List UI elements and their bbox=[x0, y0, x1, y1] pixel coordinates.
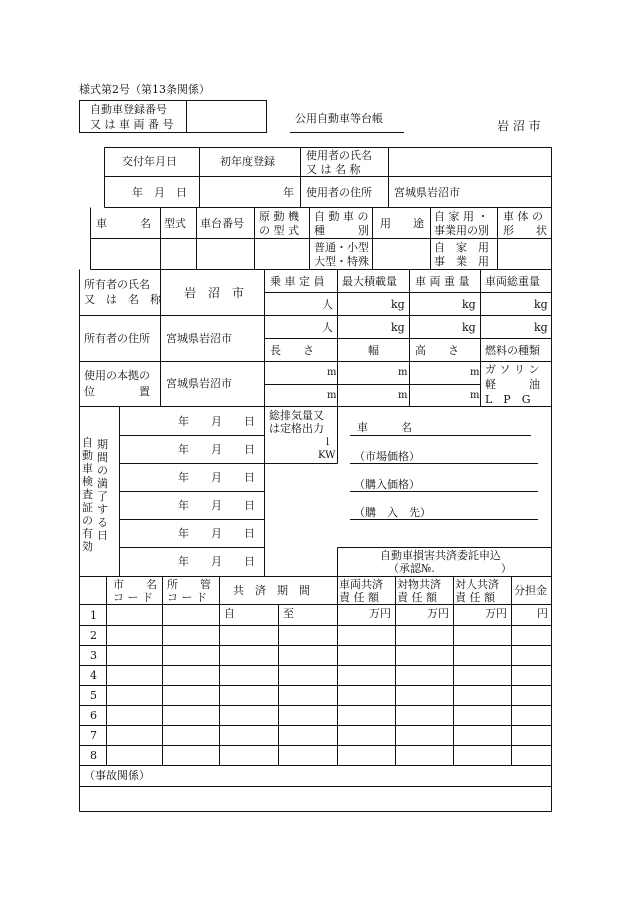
unit-m-6: m bbox=[470, 390, 480, 401]
reg-no-label-2: 又 は 車 両 番 号 bbox=[90, 118, 174, 131]
kind-label-2: 種 別 bbox=[314, 224, 369, 237]
exp-date-3: 年 月 日 bbox=[178, 471, 255, 484]
engine-label-2: の 型 式 bbox=[259, 224, 299, 237]
city-name: 岩 沼 市 bbox=[497, 119, 541, 133]
displacement-label-1: 総排気量又 bbox=[269, 409, 324, 422]
inspection-label-2: 期間の満了する日 bbox=[97, 438, 108, 542]
inspection-label: 自動車検査証の有効 bbox=[82, 436, 93, 553]
property-aid-label-2: 責 任 額 bbox=[397, 591, 437, 604]
period-from: 自 bbox=[224, 607, 235, 620]
unit-kg-3: kg bbox=[534, 298, 548, 311]
first-reg-label: 初年度登録 bbox=[220, 155, 275, 168]
row-number: 8 bbox=[90, 749, 97, 762]
body-label-2: 形 状 bbox=[503, 224, 547, 237]
fuel-label: 燃料の種類 bbox=[485, 344, 540, 357]
share-label: 分担金 bbox=[514, 584, 547, 597]
office-code-label-1: 所 管 bbox=[167, 578, 211, 591]
private-option-2: 事 業 用 bbox=[434, 255, 489, 268]
issue-ymd: 年 月 日 bbox=[132, 186, 187, 199]
exp-date-6: 年 月 日 bbox=[178, 555, 255, 568]
model-label: 型式 bbox=[164, 217, 186, 230]
displacement-label-2: は定格出力 bbox=[269, 422, 324, 435]
vehicle-aid-label-2: 責 任 額 bbox=[339, 591, 379, 604]
user-name-label-1: 使用者の氏名 bbox=[306, 149, 372, 162]
owner-addr-value: 宮城県岩沼市 bbox=[166, 332, 232, 345]
person-aid-label-1: 対人共済 bbox=[455, 578, 499, 591]
private-label-1: 自 家 用 ・ bbox=[434, 210, 489, 223]
owner-name-label-2: 又 は 名 称 bbox=[84, 293, 161, 306]
period-label: 共 済 期 間 bbox=[233, 584, 310, 597]
accident-label: （事故関係） bbox=[84, 769, 150, 782]
base-label-1: 使用の本拠の bbox=[84, 369, 150, 382]
owner-name-value: 岩 沼 市 bbox=[184, 286, 245, 300]
property-aid-unit: 万円 bbox=[427, 607, 449, 620]
capacity-label: 乗 車 定 員 bbox=[270, 275, 325, 288]
row-number: 6 bbox=[90, 709, 97, 722]
unit-kg-1: kg bbox=[391, 298, 405, 311]
exp-date-5: 年 月 日 bbox=[178, 527, 255, 540]
exp-date-1: 年 月 日 bbox=[178, 415, 255, 428]
kind-option-1: 普通・小型 bbox=[314, 241, 369, 254]
displacement-unit-l: l bbox=[326, 437, 330, 448]
person-aid-label-2: 責 任 額 bbox=[455, 591, 495, 604]
owner-name-label-1: 所有者の氏名 bbox=[84, 278, 150, 291]
exp-date-2: 年 月 日 bbox=[178, 443, 255, 456]
vehicle-aid-label-1: 車両共済 bbox=[339, 578, 383, 591]
form-number: 様式第2号（第13条関係） bbox=[79, 83, 210, 96]
car-name-label-2: 車 名 bbox=[357, 421, 412, 434]
row-number: 5 bbox=[90, 689, 97, 702]
unit-m-5: m bbox=[398, 390, 408, 401]
fuel-lpg: L P G bbox=[485, 393, 531, 406]
unit-person-1: 人 bbox=[322, 298, 333, 311]
row-number: 7 bbox=[90, 729, 97, 742]
approval-no: （承認№. ） bbox=[388, 562, 512, 575]
period-to: 至 bbox=[283, 607, 294, 620]
unit-kg-4: kg bbox=[391, 321, 405, 334]
purchase-price-label: （購入価格） bbox=[354, 478, 420, 491]
weight-label: 車 両 重 量 bbox=[415, 275, 470, 288]
mutual-aid-title: 自動車損害共済委託申込 bbox=[380, 549, 501, 562]
row-number: 2 bbox=[90, 629, 97, 642]
owner-addr-label: 所有者の住所 bbox=[84, 332, 150, 345]
engine-label-1: 原 動 機 bbox=[259, 210, 299, 223]
reg-no-label-1: 自動車登録番号 bbox=[90, 103, 167, 116]
chassis-label: 車台番号 bbox=[200, 217, 244, 230]
first-reg-year: 年 bbox=[283, 186, 294, 199]
row-number: 1 bbox=[90, 609, 97, 622]
displacement-unit-kw: KW bbox=[318, 450, 336, 461]
row-number: 3 bbox=[90, 649, 97, 662]
office-code-label-2: コ ー ド bbox=[167, 591, 207, 604]
unit-m-1: m bbox=[327, 367, 337, 378]
city-code-label-1: 市 名 bbox=[113, 578, 157, 591]
page-title: 公用自動車等台帳 bbox=[295, 112, 383, 125]
row-number: 4 bbox=[90, 669, 97, 682]
share-unit: 円 bbox=[537, 607, 548, 620]
user-addr-label: 使用者の住所 bbox=[306, 186, 372, 199]
user-addr-value: 宮城県岩沼市 bbox=[394, 186, 460, 199]
length-label: 長 さ bbox=[270, 344, 314, 357]
height-label: 高 さ bbox=[415, 344, 459, 357]
car-name-label: 車 名 bbox=[96, 217, 151, 230]
private-option-1: 自 家 用 bbox=[434, 241, 489, 254]
unit-m-2: m bbox=[398, 367, 408, 378]
fuel-diesel: 軽 油 bbox=[485, 378, 540, 391]
gross-weight-label: 車両総重量 bbox=[485, 275, 540, 288]
private-label-2: 事業用の別 bbox=[434, 224, 489, 237]
vendor-label: （購 入 先） bbox=[354, 506, 431, 519]
base-value: 宮城県岩沼市 bbox=[166, 377, 232, 390]
base-label-2: 位 置 bbox=[84, 385, 150, 398]
kind-option-2: 大型・特殊 bbox=[314, 255, 369, 268]
unit-person-2: 人 bbox=[322, 321, 333, 334]
unit-m-3: m bbox=[470, 367, 480, 378]
unit-kg-2: kg bbox=[462, 298, 476, 311]
body-label-1: 車 体 の bbox=[503, 210, 543, 223]
city-code-label-2: コ ー ド bbox=[113, 591, 153, 604]
use-label: 用 途 bbox=[380, 217, 424, 230]
width-label: 幅 bbox=[368, 344, 379, 357]
person-aid-unit: 万円 bbox=[485, 607, 507, 620]
property-aid-label-1: 対物共済 bbox=[397, 578, 441, 591]
unit-m-4: m bbox=[327, 390, 337, 401]
user-name-label-2: 又 は 名 称 bbox=[306, 163, 361, 176]
max-load-label: 最大積載量 bbox=[342, 275, 397, 288]
vehicle-aid-unit: 万円 bbox=[369, 607, 391, 620]
exp-date-4: 年 月 日 bbox=[178, 499, 255, 512]
unit-kg-5: kg bbox=[462, 321, 476, 334]
market-price-label: （市場価格） bbox=[354, 450, 420, 463]
fuel-gasoline: ガ ソ リ ン bbox=[485, 363, 540, 376]
unit-kg-6: kg bbox=[534, 321, 548, 334]
issue-date-label: 交付年月日 bbox=[122, 155, 177, 168]
kind-label-1: 自 動 車 の bbox=[314, 210, 369, 223]
